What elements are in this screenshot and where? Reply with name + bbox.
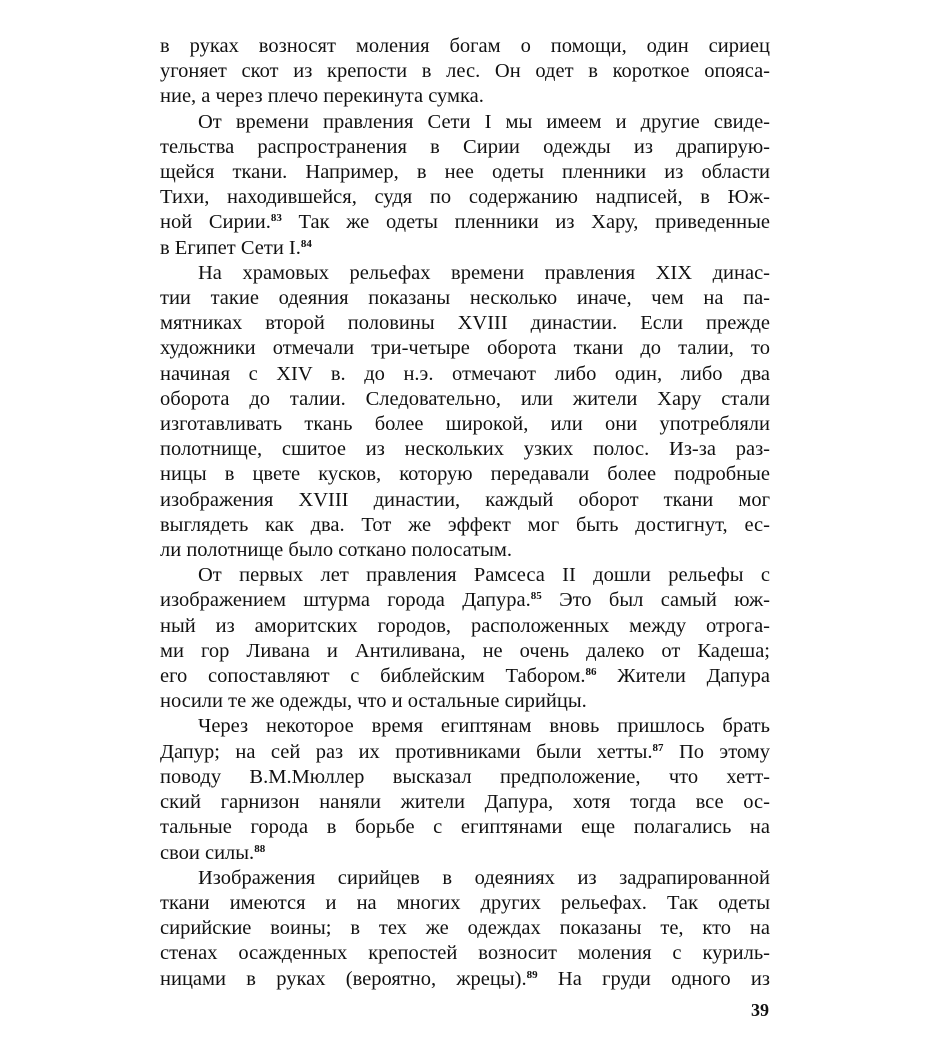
paragraph [160, 261, 770, 563]
text-run: выглядеть как два. Тот же эффект мог быть достигнут, ес- [160, 513, 770, 536]
text-run: ми гор Ливана и Антиливана, не очень далеко от Кадеша; [160, 639, 770, 662]
text-run: ной Сирии. [160, 211, 271, 234]
text-run: поводу В.М.Мюллер высказал предположение, что хетт- [160, 765, 770, 788]
text-run: сирийские воины; в тех же одеждах показаны те, кто на [160, 917, 770, 940]
text-line [160, 236, 770, 261]
text-run: Дапур; на сей раз их противниками были хетты. [160, 740, 653, 763]
text-line [160, 185, 770, 210]
text-line [160, 841, 770, 866]
text-line [160, 160, 770, 185]
text-line [160, 614, 770, 639]
text-line [160, 488, 770, 513]
text-run: На храмовых рельефах времени правления XIX динас- [198, 261, 770, 284]
text-run: ткани имеются и на многих других рельефах. Так одеты [160, 891, 770, 914]
text-run: ницы в цвете кусков, которую передавали более подробные [160, 463, 770, 486]
footnote-marker[interactable]: 84 [300, 237, 312, 250]
text-line [160, 765, 770, 790]
text-line [160, 210, 770, 235]
text-line [160, 563, 770, 588]
text-line [160, 336, 770, 361]
text-run: изображением штурма города Дапура. [160, 589, 531, 612]
text-run: начиная с XIV в. до н.э. отмечают либо один, либо два [160, 362, 770, 385]
text-line [160, 84, 770, 109]
text-line [160, 639, 770, 664]
text-run: в руках возносят моления богам о помощи, один сириец [160, 35, 770, 57]
text-run: ние, а через плечо перекинута сумка. [160, 85, 484, 108]
footnote-marker[interactable]: 85 [530, 590, 542, 603]
text-line [160, 286, 770, 311]
text-run: мятниках второй половины XVIII династии. Если прежде [160, 312, 770, 335]
text-run: Изображения сирийцев в одеяниях из задрапированной [198, 866, 770, 889]
text-line [160, 135, 770, 160]
text-line [160, 59, 770, 84]
text-line [160, 513, 770, 538]
footnote-marker[interactable]: 88 [254, 842, 266, 855]
text-run: На груди одного из [537, 967, 770, 990]
text-line [160, 412, 770, 437]
footnote-marker[interactable]: 87 [652, 741, 664, 754]
text-line [160, 815, 770, 840]
page-number: 39 [751, 1000, 769, 1020]
text-line [160, 664, 770, 689]
text-run: От первых лет правления Рамсеса II дошли рельефы с [198, 564, 770, 587]
text-run: ный из аморитских городов, расположенных между отрога- [160, 614, 770, 637]
text-line [160, 311, 770, 336]
text-run: стенах осажденных крепостей возносит моления с куриль- [160, 942, 770, 965]
text-run: изготавливать ткань более широкой, или они употребляли [160, 413, 770, 436]
text-line [160, 261, 770, 286]
text-column [160, 34, 770, 992]
text-run: щейся ткани. Например, в нее одеты пленники из области [160, 161, 770, 184]
text-line [160, 437, 770, 462]
text-run: изображения XVIII династии, каждый оборот ткани мог [160, 488, 770, 511]
text-line [160, 689, 770, 714]
text-run: тельства распространения в Сирии одежды из драпирую- [160, 135, 770, 158]
text-run: ницами в руках (вероятно, жрецы). [160, 967, 527, 990]
text-run: угоняет скот из крепости в лес. Он одет в короткое опояса- [160, 60, 770, 83]
text-line [160, 538, 770, 563]
text-line [160, 462, 770, 487]
text-line [160, 110, 770, 135]
paragraph [160, 866, 770, 992]
text-run: его сопоставляют с библейским Табором. [160, 665, 586, 688]
text-run: Через некоторое время египтянам вновь пришлось брать [198, 715, 770, 738]
text-line [160, 714, 770, 739]
text-run: ли полотнище было соткано полосатым. [160, 539, 513, 562]
text-line [160, 916, 770, 941]
paragraph [160, 714, 770, 865]
text-line [160, 941, 770, 966]
footnote-marker[interactable]: 89 [526, 968, 538, 981]
text-run: Тихи, находившейся, судя по содержанию надписей, в Юж- [160, 186, 770, 209]
text-run: тальные города в борьбе с египтянами еще полагались на [160, 816, 770, 839]
paragraph [160, 34, 770, 110]
text-run: художники отмечали три-четыре оборота ткани до талии, то [160, 337, 770, 360]
text-run: По этому [663, 740, 771, 763]
paragraph [160, 110, 770, 261]
text-line [160, 387, 770, 412]
text-line [160, 790, 770, 815]
text-run: тии такие одеяния показаны несколько иначе, чем на па- [160, 287, 770, 310]
text-line [160, 891, 770, 916]
text-line [160, 362, 770, 387]
text-line [160, 740, 770, 765]
text-run: полотнище, сшитое из нескольких узких полос. Из-за раз- [160, 438, 770, 461]
footnote-marker[interactable]: 86 [585, 666, 597, 679]
text-run: оборота до талии. Следовательно, или жители Хару стали [160, 387, 770, 410]
text-run: Так же одеты пленники из Хару, приведенные [281, 211, 770, 234]
text-run: в Египет Сети I. [160, 236, 301, 259]
text-run: Это был самый юж- [541, 589, 771, 612]
text-line [160, 588, 770, 613]
paragraph [160, 563, 770, 714]
text-run: От времени правления Сети I мы имеем и другие свиде- [198, 110, 770, 133]
text-run: свои силы. [160, 841, 255, 864]
text-line [160, 866, 770, 891]
text-line [160, 967, 770, 992]
text-run: ский гарнизон наняли жители Дапура, хотя тогда все ос- [160, 791, 770, 814]
footnote-marker[interactable]: 83 [270, 212, 282, 225]
text-line [160, 34, 770, 59]
text-run: Жители Дапура [596, 665, 770, 688]
text-run: носили те же одежды, что и остальные сирийцы. [160, 690, 587, 713]
